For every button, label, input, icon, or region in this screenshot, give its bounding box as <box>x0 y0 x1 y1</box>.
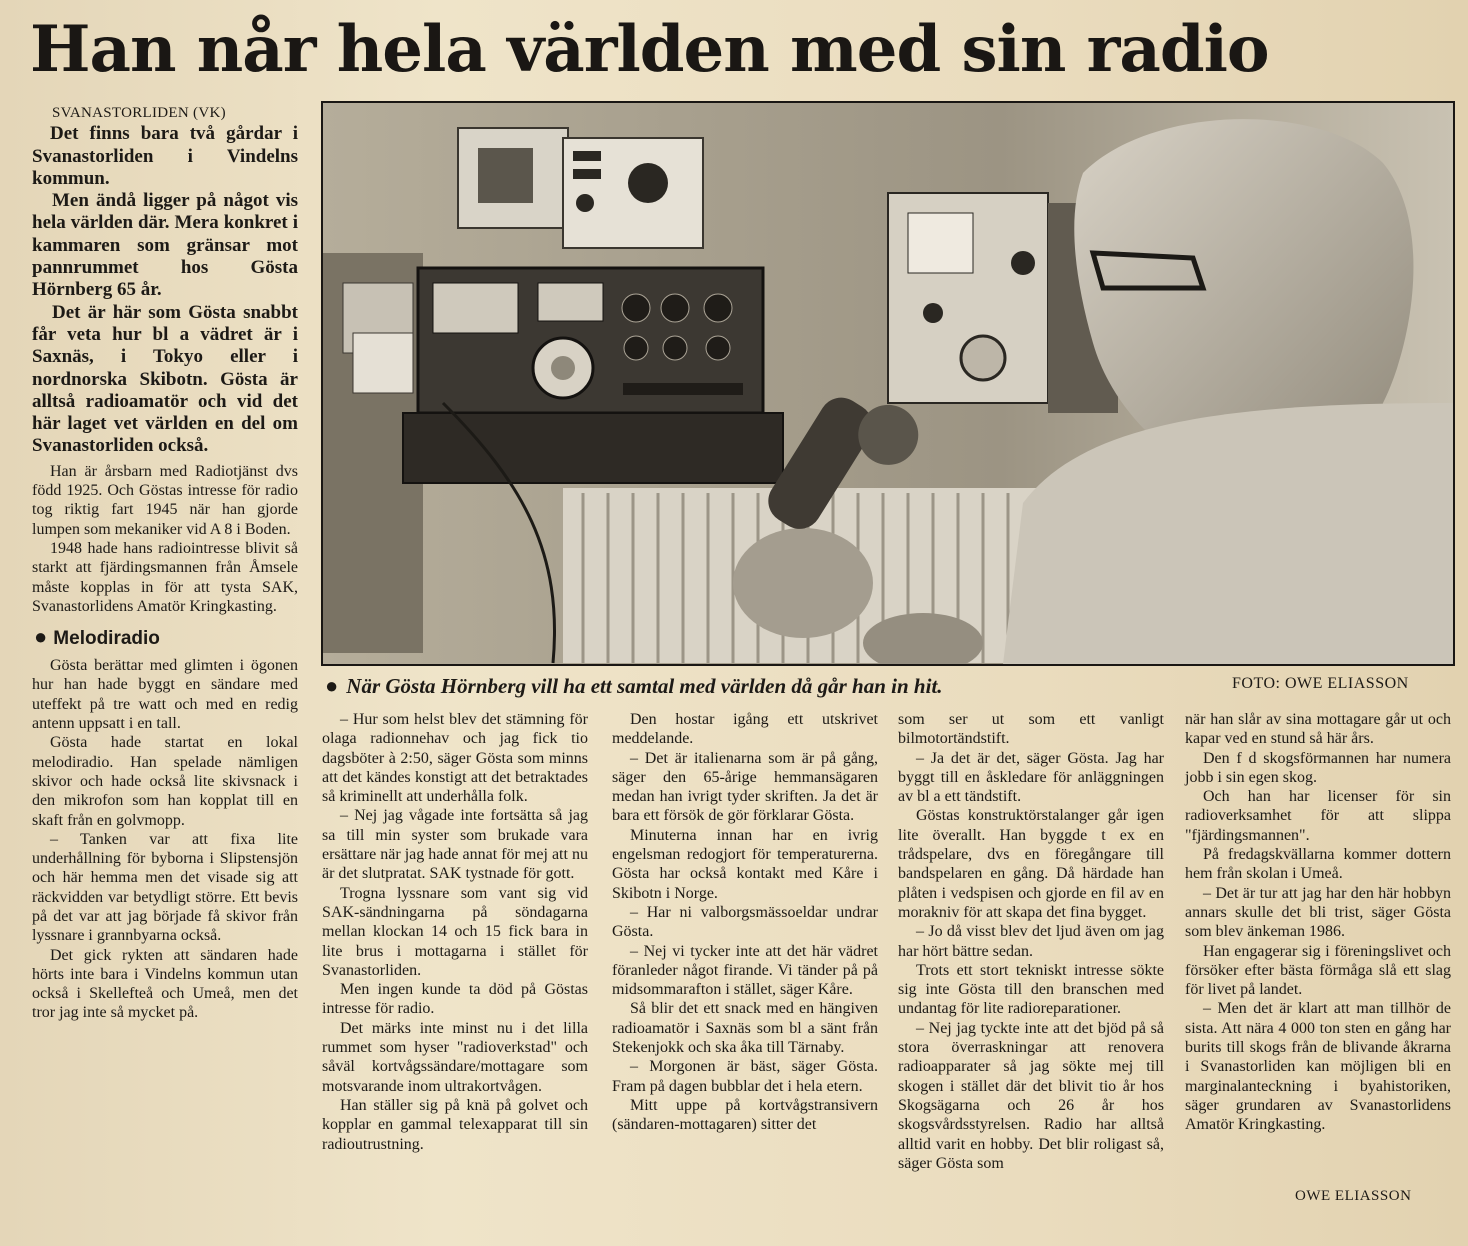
body-paragraph: – Nej vi tycker inte att det här vädret föranleder något firande. Vi tänder på på midsommarafton i stället, säger Kåre. <box>612 942 878 999</box>
body-paragraph: 1948 hade hans radiointresse blivit så starkt att fjärdingsmannen från Åmsele måste kopplas in för att tysta SAK, Svanastorlidens Amatör Kringkasting. <box>32 539 298 615</box>
body-paragraph: – Ja det är det, säger Gösta. Jag har byggt till en åskledare för anläggningen av bl a ett tändstift. <box>898 749 1164 806</box>
body-paragraph: Den f d skogsförmannen har numera jobb i sin egen skog. <box>1185 749 1451 786</box>
body-paragraph: Det gick rykten att sändaren hade hörts inte bara i Vindelns kommun utan också i Skellefteå och Umeå, men det tror jag inte så mycket på. <box>32 946 298 1022</box>
subheading <box>34 622 298 654</box>
body-paragraph: Så blir det ett snack med en hängiven radioamatör i Saxnäs som bl a sänt från Stekenjokk och ska åka till Tärnaby. <box>612 1000 878 1057</box>
body-paragraph: – Hur som helst blev det stämning för olaga radionnehav och jag fick tio dagsböter à 2:50, säger Gösta som minns att det kändes konstigt att det betraktades så kriminellt att underhålla folk. <box>322 711 588 806</box>
body-paragraph: Mitt uppe på kortvågstransivern (sändaren-mottagaren) sitter det <box>612 1096 878 1134</box>
body-paragraph: – Det är italienarna som är på gång, säger den 65-årige hemmansägaren medan han ivrigt tyder skriften. Ja det är bara ett försök de gör förklarar Gösta. <box>612 749 878 825</box>
lead-text <box>32 123 298 457</box>
bullet-icon: ● <box>34 624 48 650</box>
body-paragraph: – Det är tur att jag har den här hobbyn annars skulle det bli trist, säger Gösta som blev änkeman 1986. <box>1185 884 1451 941</box>
headline: Han når hela världen med sin radio <box>30 12 1269 87</box>
lead-paragraph: Men ändå ligger på något vis hela världen där. Mera konkret i kammaren som gränsar mot pannrummet hos Gösta Hörnberg 65 år. <box>32 190 298 301</box>
photo-credit: FOTO: OWE ELIASSON <box>1232 675 1409 692</box>
body-paragraph: Han är årsbarn med Radiotjänst dvs född 1925. Och Göstas intresse för radio tog riktig fart 1945 när han gjorde lumpen som mekaniker vid A 8 i Boden. <box>32 462 298 538</box>
body-paragraph: Men ingen kunde ta död på Göstas intresse för radio. <box>322 981 588 1018</box>
body-paragraph: – Morgonen är bäst, säger Gösta. Fram på dagen bubblar det i hela etern. <box>612 1058 878 1095</box>
byline: OWE ELIASSON <box>1295 1188 1412 1204</box>
body-paragraph: Minuterna innan har en ivrig engelsman redogjort för temperaturerna. Gösta har också kontakt med Kåre i Skibotn i Norge. <box>612 826 878 902</box>
body-paragraph: Han engagerar sig i föreningslivet och försöker efter bästa förmåga slå ett slag för livet på landet. <box>1185 942 1451 999</box>
lead-paragraph: Det finns bara två gårdar i Svanastorliden i Vindelns kommun. <box>32 123 298 189</box>
body-paragraph: som ser ut som ett vanligt bilmotortändstift. <box>898 711 1164 748</box>
dateline: SVANASTORLIDEN (VK) <box>52 105 226 121</box>
column-3 <box>612 710 878 1135</box>
body-paragraph: – Tanken var att fixa lite underhållning för byborna i Slipstensjön och här hemma men det visade sig att räckvidden var betydligt större. Ett bevis på det var att jag började få skivor från lyssnare i grannbyarna också. <box>32 830 298 945</box>
caption-text: När Gösta Hörnberg vill ha ett samtal med världen då går han in hit. <box>346 674 943 698</box>
body-paragraph: – Men det är klart att man tillhör de sista. Att nära 4 000 ton sten en gång har burits till skogs från de blivande åkrarna i Svanastorliden kan möjligen bli en marginalanteckning i byahistoriken, säger grundaren av Svanastorlidens Amatör Kringkasting. <box>1185 1000 1451 1134</box>
body-paragraph: Den hostar igång ett utskrivet meddelande. <box>612 711 878 748</box>
column-4 <box>898 710 1164 1173</box>
article-photo <box>321 101 1455 666</box>
column-2 <box>322 710 588 1154</box>
lead-paragraph: Det är här som Gösta snabbt får veta hur bl a vädret är i Saxnäs, i Tokyo eller i nordnorska Skibotn. Gösta är alltså radioamatör och vid det här laget vet världen en del om Svanastorliden också. <box>32 301 298 457</box>
body-paragraph: – Har ni valborgsmässoeldar undrar Gösta. <box>612 903 878 941</box>
body-paragraph: Gösta hade startat en lokal melodiradio. Han spelade nämligen skivor och hade också lite skivsnack i den mikrofon som han kopplat till en skaft från en golvmopp. <box>32 734 298 829</box>
body-paragraph: Göstas konstruktörstalanger går igen lite överallt. Han byggde t ex en trådspelare, dvs en föregångare till bandspelaren en gång. Då härdade han plåten i vedspisen och gjorde en fil av en morakniv för att skapa det fina bygget. <box>898 807 1164 921</box>
body-paragraph: Trogna lyssnare som vant sig vid SAK-sändningarna på söndagarna mellan klockan 14 och 15 fick bara in lite brus i mottagarna i stället för Svanastorliden. <box>322 884 588 979</box>
body-paragraph: när han slår av sina mottagare går ut och kapar ved en stund så här års. <box>1185 711 1451 748</box>
body-paragraph: På fredagskvällarna kommer dottern hem från skolan i Umeå. <box>1185 846 1451 883</box>
body-paragraph: Det märks inte minst nu i det lilla rummet som hyser "radioverkstad" och såväl kortvågssändare/mottagare som motsvarande inom ultrakortvågen. <box>322 1019 588 1095</box>
body-paragraph: Och han har licenser för sin radioverksamhet för att slippa "fjärdingsmannen". <box>1185 788 1451 844</box>
body-paragraph: – Nej jag vågade inte fortsätta så jag sa till min syster som brukade vara ersättare när jag hade annat för mej att nu är det slutpratat. SAK tystnade för gott. <box>322 807 588 883</box>
body-paragraph: Gösta berättar med glimten i ögonen hur han hade byggt en sändare med uteffekt på tre watt och med en redig antenn uppsatt i en tall. <box>32 657 298 733</box>
column-5 <box>1185 710 1451 1135</box>
subheading-text: Melodiradio <box>53 628 160 650</box>
body-paragraph: Trots ett stort tekniskt intresse sökte sig inte Gösta till den branschen med undantag för lite radioreparationer. <box>898 961 1164 1018</box>
body-paragraph: – Jo då visst blev det ljud även om jag har hört bättre sedan. <box>898 923 1164 960</box>
body-paragraph: – Nej jag tyckte inte att det bjöd på så stora överraskningar att renovera radioapparater så jag sökte mej till skogen i stället där det blivit tio år hos Skogsägarna och 26 år hos skogsvårdsstyrelsen. Radio har alltså alltid varit en hobby. Det blir roligast så, säger Gösta som <box>898 1019 1164 1172</box>
bullet-icon: ● <box>325 673 339 698</box>
radio-station-photo <box>323 103 1453 664</box>
photo-caption <box>325 670 1225 702</box>
column-1 <box>32 104 298 1023</box>
body-paragraph: Han ställer sig på knä på golvet och kopplar en gammal telexapparat till sin radioutrustning. <box>322 1096 588 1153</box>
